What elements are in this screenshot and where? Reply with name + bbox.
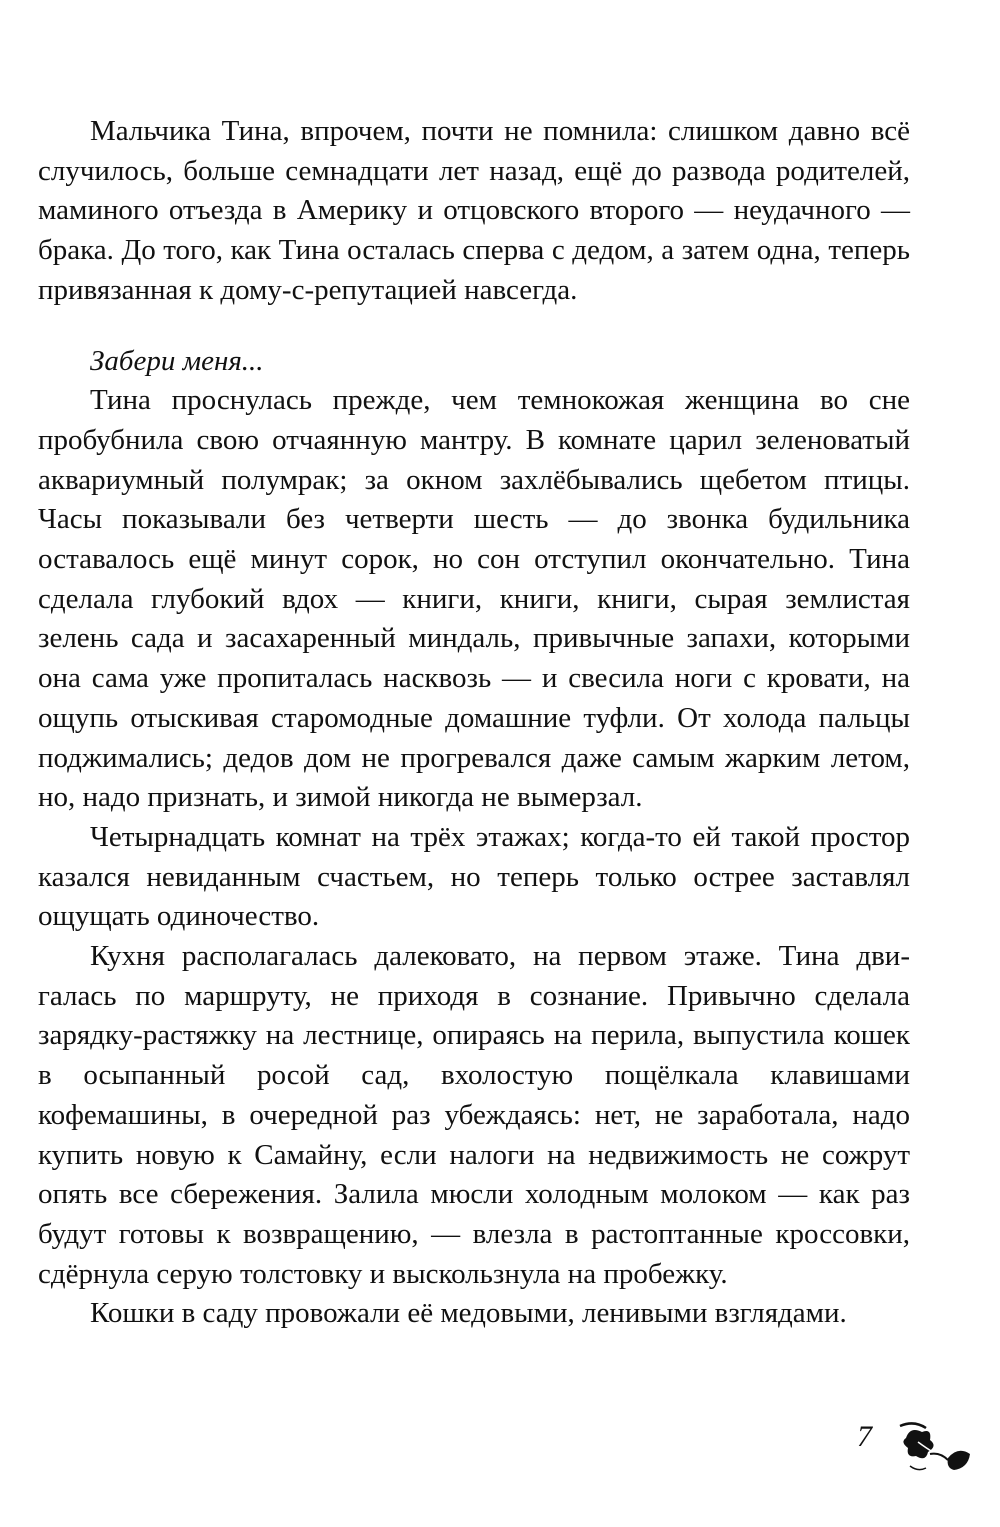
page-text <box>38 112 910 1334</box>
paragraph-italic-phrase: Забери меня... <box>90 344 264 377</box>
page-number: 7 <box>857 1420 872 1453</box>
paragraph-rooms: Четырнадцать комнат на трёх этажах; когда-то ей такой простор казался невиданным счастьем, но теперь только острее заставлял ощущать одиночество. <box>38 820 910 933</box>
paragraph-kitchen: Кухня располагалась далековато, на первом этаже. Тина двигалась по маршруту, не приходя в сознание. Привычно сделала зарядку-растяжку на лестнице, опираясь на перила, выпустила кошек в осыпанный росой сад, вхолостую пощёлкала клавишами кофемашины, в очередной раз убеждаясь: нет, не заработала, надо купить новую к Самайну, если налоги на недвижимость не сожрут опять все сбережения. Залила мюсли холодным молоком — как раз будут готовы к возвращению, — влезла в растоптанные кроссовки, сдёрнула серую толстовку и выскользнула на пробежку. <box>38 940 910 1290</box>
paragraph-opening: Мальчика Тина, впрочем, почти не помнила: слишком давно всё случилось, больше семнадцати лет назад, ещё до развода родителей, маминого отъезда в Америку и отцовского второго — неудачного — брака. До того, как Тина осталась сперва с дедом, а затем одна, теперь привязанная к дому-с-репутацией навсегда. <box>38 115 910 306</box>
paragraph-cats: Кошки в саду провожали её медовыми, ленивыми взглядами. <box>90 1297 847 1330</box>
paragraph-waking: Тина проснулась прежде, чем темнокожая женщина во сне пробубнила свою отчаянную мантру. В комнате царил зеленоватый аквариумный полумрак; за окном захлёбывались щебетом птицы. Часы показывали без четверти шесть — до звонка будильника оставалось ещё минут сорок, но сон отступил окончательно. Тина сделала глубокий вдох — книги, книги, книги, сырая землистая зелень сада и засахаренный миндаль, привычные запахи, которыми она сама уже пропиталась насквозь — и свесила ноги с кровати, на ощупь отыскивая старомодные домашние туфли. От холода пальцы поджимались; дедов дом не прогревался даже самым жарким летом, но, надо признать, и зимой никогда не вымерзал. <box>38 384 910 814</box>
leaf-ornament-icon <box>896 1418 976 1478</box>
